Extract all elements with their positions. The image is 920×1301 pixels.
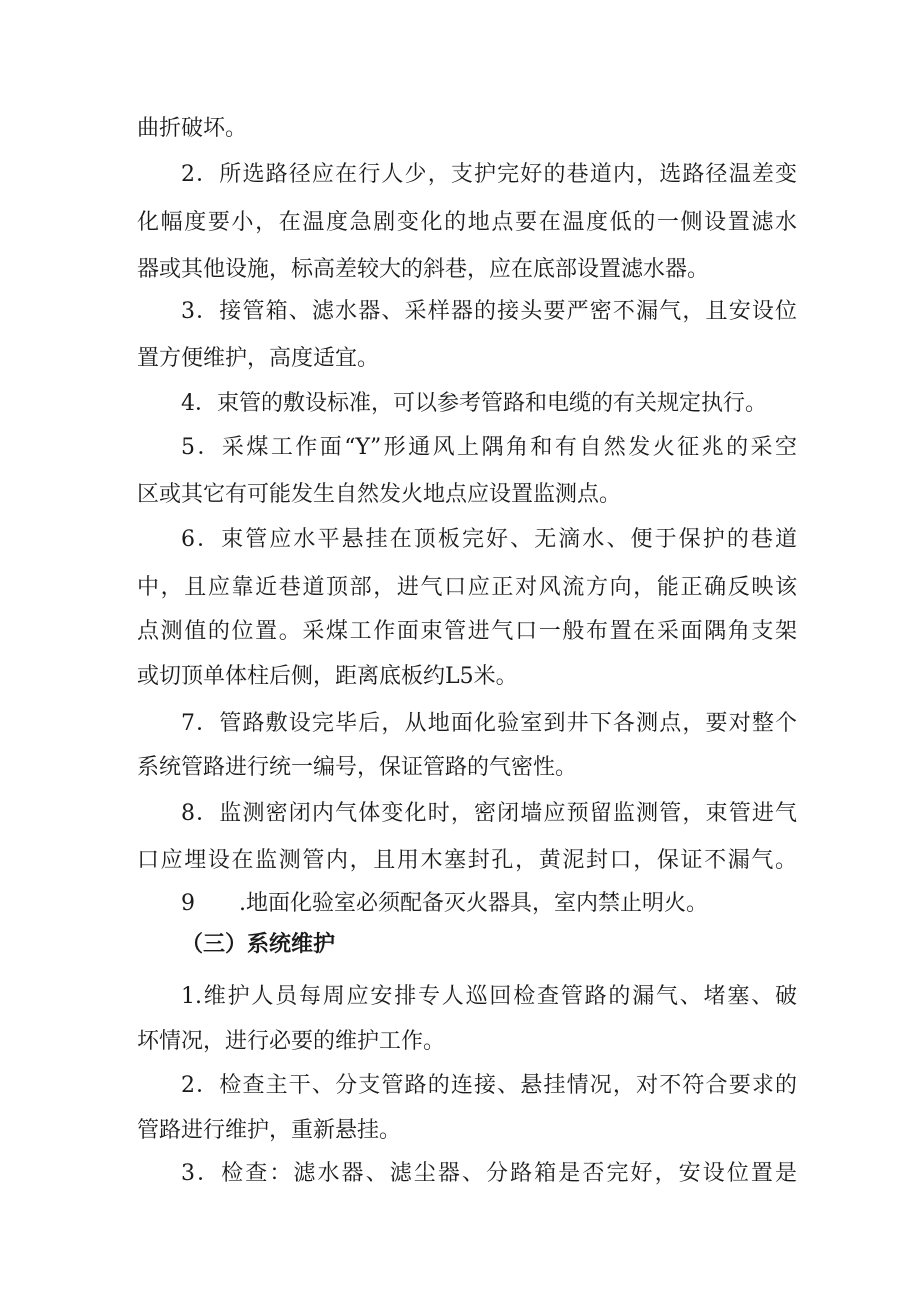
text-line: 曲折破坏。	[137, 116, 248, 141]
text-line: 2．所选路径应在行人少，支护完好的巷道内，选路径温差变	[181, 162, 797, 187]
text-line: 1.维护人员每周应安排专人巡回检查管路的漏气、堵塞、破	[181, 984, 797, 1009]
text-line: 器或其他设施，标高差较大的斜巷，应在底部设置滤水器。	[137, 257, 710, 282]
text-line: 3．检查：滤水器、滤尘器、分路箱是否完好，安设位置是	[181, 1161, 797, 1186]
text-line: 区或其它有可能发生自然发火地点应设置监测点。	[137, 482, 622, 507]
text-line: 管路进行维护，重新悬挂。	[137, 1118, 402, 1143]
text-line: 5．采煤工作面“Y”形通风上隅角和有自然发火征兆的采空	[181, 435, 797, 460]
text-line: 4．束管的敷设标准，可以参考管路和电缆的有关规定执行。	[181, 391, 767, 416]
text-line: 化幅度要小，在温度急剧变化的地点要在温度低的一侧设置滤水	[137, 210, 797, 235]
text-line: 8．监测密闭内气体变化时，密闭墙应预留监测管，束管进气	[181, 801, 797, 826]
section-heading: （三）系统维护	[181, 932, 336, 957]
text-line: 2．检查主干、分支管路的连接、悬挂情况，对不符合要求的	[181, 1073, 797, 1098]
text-line: 或切顶单体柱后侧，距离底板约L5米。	[137, 664, 518, 689]
text-line: 点测值的位置。采煤工作面束管进气口一般布置在采面隅角支架	[137, 619, 797, 644]
text-line: 中，且应靠近巷道顶部，进气口应正对风流方向，能正确反映该	[137, 575, 797, 600]
text-line: 系统管路进行统一编号，保证管路的气密性。	[137, 755, 578, 780]
text-line: 坏情况，进行必要的维护工作。	[137, 1029, 446, 1054]
text-line: 6．束管应水平悬挂在顶板完好、无滴水、便于保护的巷道	[181, 527, 797, 552]
text-line: 口应埋设在监测管内，且用木塞封孔，黄泥封口，保证不漏气。	[137, 848, 797, 873]
text-line: 9 .地面化验室必须配备灭火器具，室内禁止明火。	[181, 891, 708, 916]
text-line: 7．管路敷设完毕后，从地面化验室到井下各测点，要对整个	[181, 711, 797, 736]
text-line: 3．接管箱、滤水器、采样器的接头要严密不漏气，且安设位	[181, 299, 797, 324]
text-line: 置方便维护，高度适宜。	[137, 346, 380, 371]
